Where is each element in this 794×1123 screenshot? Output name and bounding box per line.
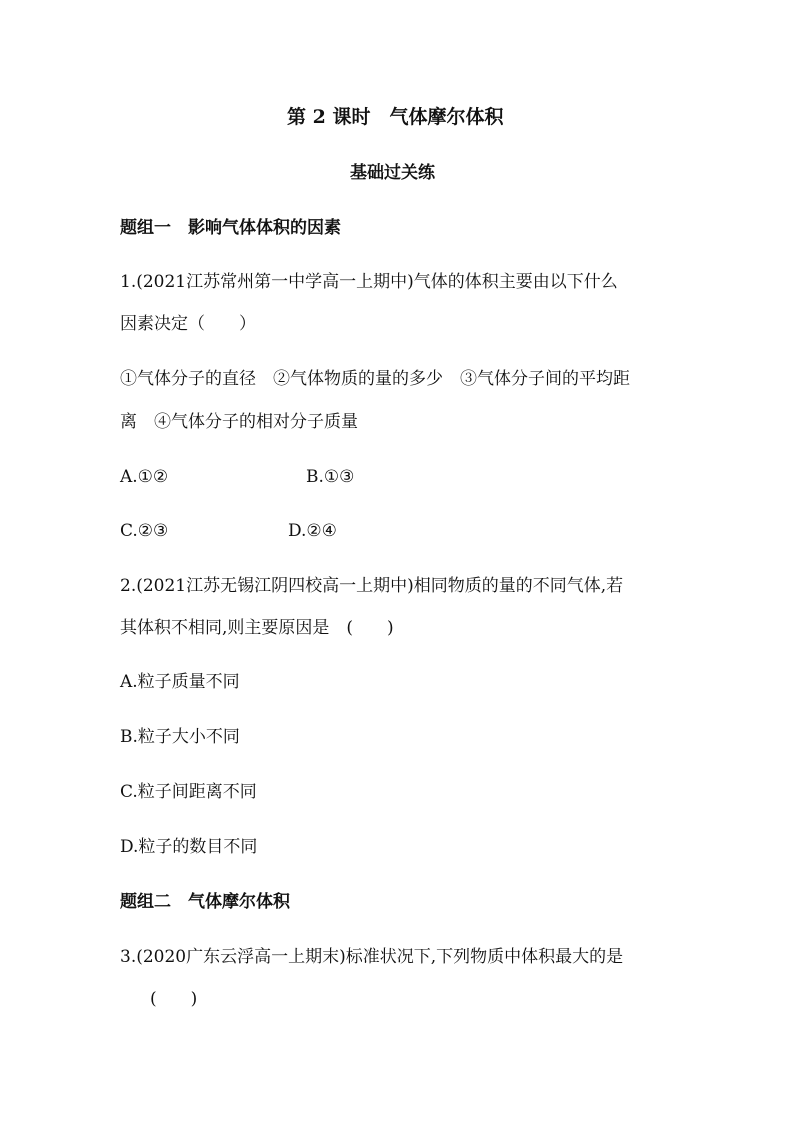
question-2-option-b: B.粒子大小不同 (120, 727, 240, 747)
question-1-option-a: A.①② (120, 467, 169, 487)
question-1-line-1: 1.(2021江苏常州第一中学高一上期中)气体的体积主要由以下什么 (120, 272, 618, 292)
question-1-option-d: D.②④ (288, 521, 337, 541)
question-2-line-2: 其体积不相同,则主要原因是 ( ) (120, 618, 394, 638)
question-3-line-1: 3.(2020广东云浮高一上期末)标准状况下,下列物质中体积最大的是 (120, 947, 624, 967)
question-2-option-d: D.粒子的数目不同 (120, 837, 258, 857)
question-group-2-heading: 题组二 气体摩尔体积 (120, 892, 290, 912)
question-2-line-1: 2.(2021江苏无锡江阴四校高一上期中)相同物质的量的不同气体,若 (120, 576, 624, 596)
question-1-factors-line-1: ①气体分子的直径 ②气体物质的量的多少 ③气体分子间的平均距 (120, 369, 630, 389)
question-2-option-a: A.粒子质量不同 (120, 672, 240, 692)
question-1-option-c: C.②③ (120, 521, 169, 541)
question-1-factors-line-2: 离 ④气体分子的相对分子质量 (120, 412, 358, 432)
question-2-option-c: C.粒子间距离不同 (120, 782, 257, 802)
question-3-line-2: ( ) (150, 989, 198, 1009)
question-1-option-b: B.①③ (306, 467, 355, 487)
section-subtitle: 基础过关练 (350, 163, 435, 183)
question-group-1-heading: 题组一 影响气体体积的因素 (120, 218, 341, 238)
page-title: 第 2 课时 气体摩尔体积 (287, 106, 504, 128)
question-1-line-2: 因素决定（ ） (120, 314, 256, 334)
